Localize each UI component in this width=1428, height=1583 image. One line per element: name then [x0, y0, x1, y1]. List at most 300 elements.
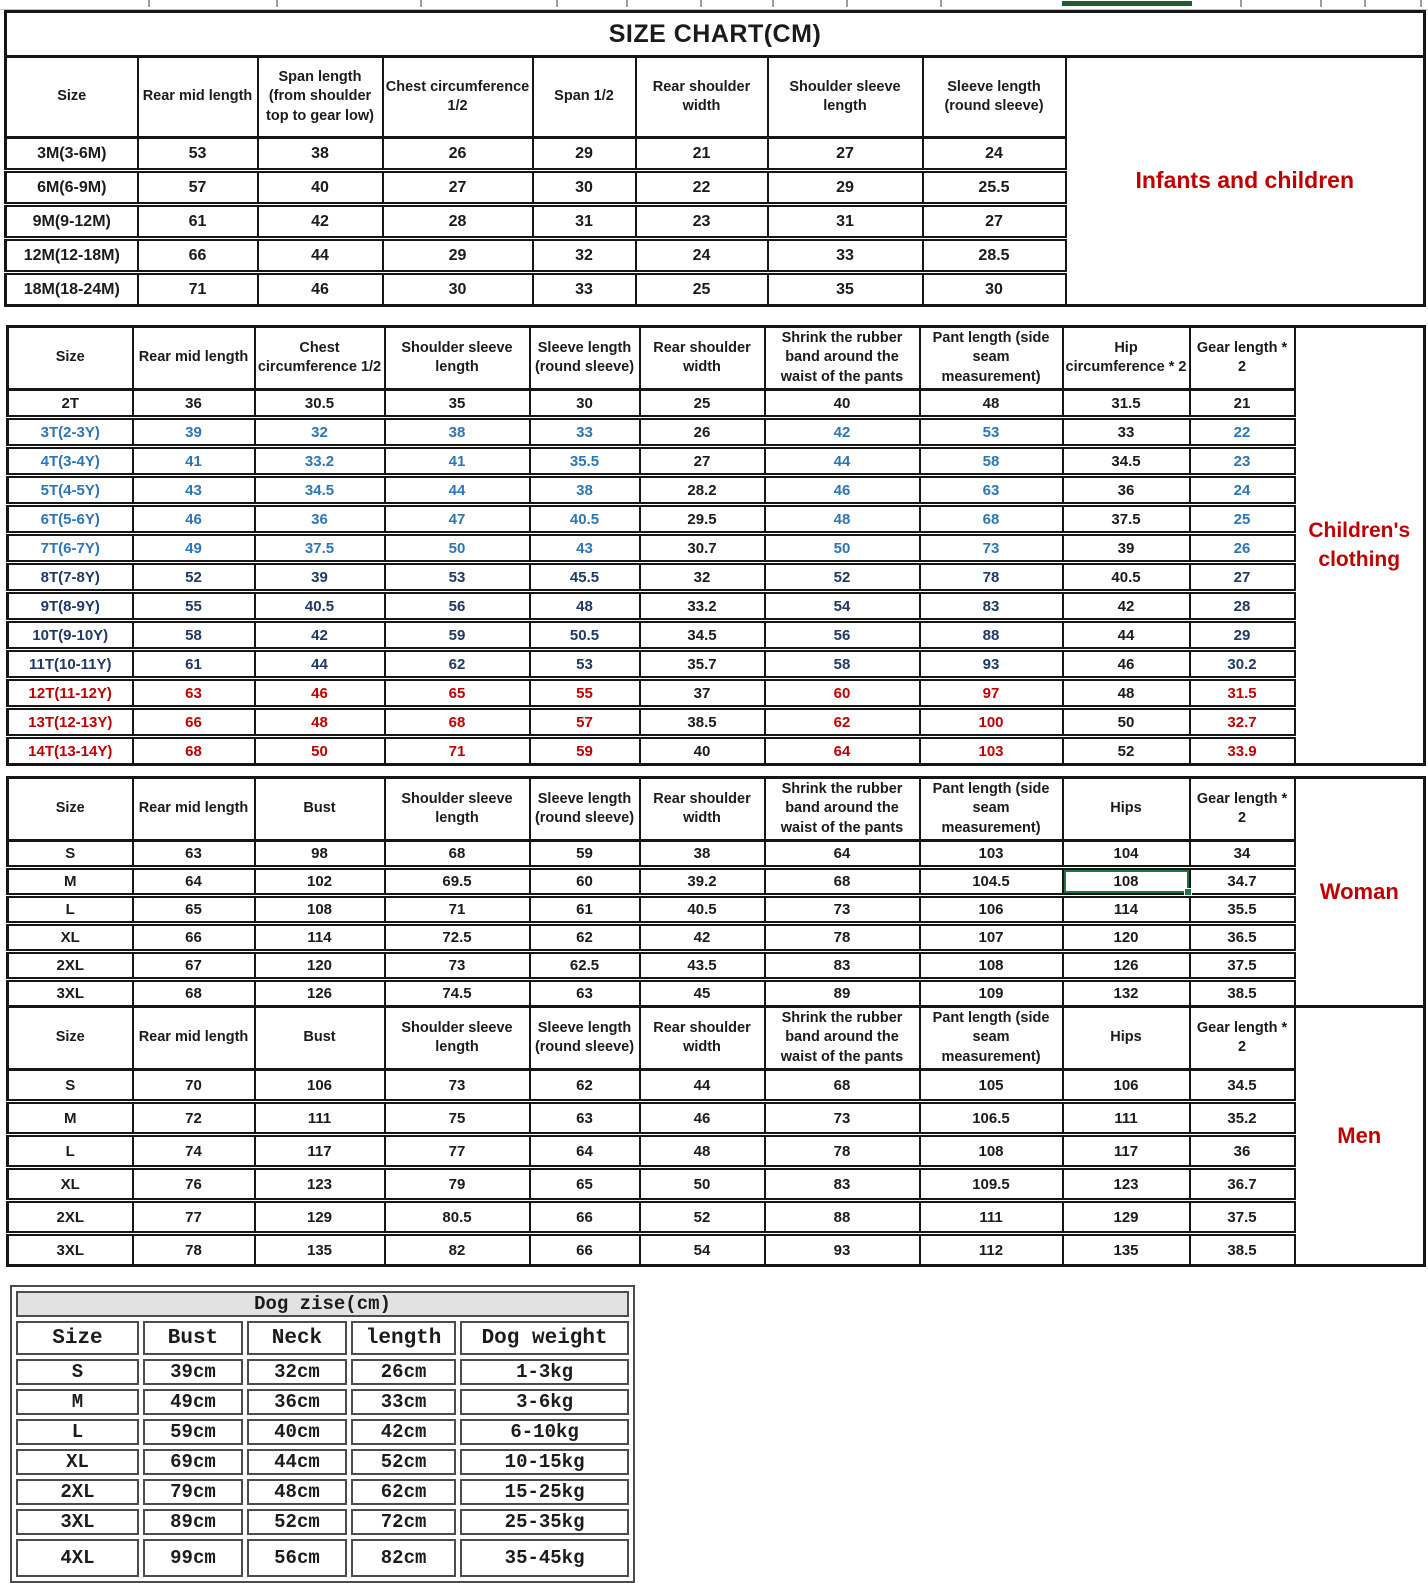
value-cell: 117	[1063, 1135, 1190, 1168]
column-header: Size	[8, 327, 133, 390]
value-cell: 59	[530, 841, 640, 868]
value-cell: 71	[385, 737, 530, 765]
column-header: Size	[6, 57, 138, 138]
value-cell: 61	[138, 205, 258, 239]
value-cell: 107	[920, 924, 1063, 952]
column-header: Sleeve length (round sleeve)	[923, 57, 1066, 138]
value-cell: 72.5	[385, 924, 530, 952]
table-header-row	[16, 1321, 629, 1355]
column-header: Chest circumference 1/2	[255, 327, 385, 390]
value-cell: 52cm	[351, 1449, 456, 1475]
table-row	[8, 534, 1425, 563]
value-cell: 114	[255, 924, 385, 952]
value-cell: 80.5	[385, 1201, 530, 1234]
column-header: Shrink the rubber band around the waist of the pants	[765, 778, 920, 841]
size-cell: 9T(8-9Y)	[8, 592, 133, 621]
value-cell: 37.5	[1190, 952, 1295, 980]
table-row	[8, 896, 1425, 924]
column-header: Chest circumference 1/2	[383, 57, 533, 138]
gridline-tick	[846, 0, 848, 7]
column-header: Rear mid length	[133, 778, 255, 841]
table-row	[8, 737, 1425, 765]
column-header: Hip circumference * 2	[1063, 327, 1190, 390]
value-cell: 22	[1190, 418, 1295, 447]
table-header-row	[8, 327, 1425, 390]
column-header: Rear shoulder width	[640, 327, 765, 390]
value-cell: 46	[255, 679, 385, 708]
table-row	[8, 1135, 1425, 1168]
column-header: Shoulder sleeve length	[385, 1007, 530, 1070]
value-cell: 62	[385, 650, 530, 679]
value-cell: 38	[530, 476, 640, 505]
value-cell: 34.5	[1190, 1070, 1295, 1102]
value-cell: 59cm	[143, 1419, 243, 1445]
infants-size-table	[4, 10, 1426, 307]
table-title-row	[6, 12, 1425, 57]
column-header: length	[351, 1321, 456, 1355]
table-row	[8, 390, 1425, 418]
value-cell: 97	[920, 679, 1063, 708]
value-cell: 26cm	[351, 1359, 456, 1385]
value-cell: 83	[765, 952, 920, 980]
value-cell: 24	[636, 239, 768, 273]
value-cell: 30.7	[640, 534, 765, 563]
value-cell: 44	[1063, 621, 1190, 650]
value-cell: 33.2	[255, 447, 385, 476]
selection-remnant-green-bar	[1062, 1, 1192, 6]
value-cell: 40	[765, 390, 920, 418]
value-cell: 71	[138, 273, 258, 306]
value-cell: 63	[133, 679, 255, 708]
value-cell: 42	[258, 205, 383, 239]
value-cell: 73	[765, 896, 920, 924]
table-row	[16, 1539, 629, 1577]
value-cell: 64	[530, 1135, 640, 1168]
group-label-woman: Woman	[1295, 778, 1425, 1007]
value-cell: 31.5	[1063, 390, 1190, 418]
value-cell: 50	[385, 534, 530, 563]
size-cell: 11T(10-11Y)	[8, 650, 133, 679]
value-cell: 32	[255, 418, 385, 447]
column-header: Bust	[255, 778, 385, 841]
value-cell: 65	[133, 896, 255, 924]
column-header: Gear length * 2	[1190, 1007, 1295, 1070]
column-header: Rear shoulder width	[636, 57, 768, 138]
gridline-tick	[940, 0, 942, 7]
value-cell: 40	[258, 171, 383, 205]
value-cell: 24	[1190, 476, 1295, 505]
value-cell: 50.5	[530, 621, 640, 650]
value-cell: 33.2	[640, 592, 765, 621]
value-cell: 135	[1063, 1234, 1190, 1266]
value-cell: 42	[1063, 592, 1190, 621]
column-header: Hips	[1063, 778, 1190, 841]
gridline-tick	[1320, 0, 1322, 7]
value-cell: 43.5	[640, 952, 765, 980]
value-cell: 62	[530, 924, 640, 952]
value-cell: 23	[636, 205, 768, 239]
value-cell: 32	[533, 239, 636, 273]
gridline-tick	[148, 0, 150, 7]
value-cell: 28	[1190, 592, 1295, 621]
table-header-row	[8, 1007, 1425, 1070]
value-cell: 57	[138, 171, 258, 205]
value-cell: 135	[255, 1234, 385, 1266]
column-header: Size	[8, 778, 133, 841]
value-cell: 44	[385, 476, 530, 505]
column-header: Size	[8, 1007, 133, 1070]
value-cell: 45	[640, 980, 765, 1007]
value-cell: 48	[640, 1135, 765, 1168]
value-cell: 38.5	[1190, 1234, 1295, 1266]
value-cell: 43	[133, 476, 255, 505]
value-cell: 28.2	[640, 476, 765, 505]
value-cell: 30	[530, 390, 640, 418]
table-title-row	[16, 1291, 629, 1317]
value-cell: 123	[1063, 1168, 1190, 1201]
value-cell: 23	[1190, 447, 1295, 476]
table-row	[8, 447, 1425, 476]
value-cell: 27	[640, 447, 765, 476]
table-row	[16, 1509, 629, 1535]
value-cell: 15-25kg	[460, 1479, 629, 1505]
value-cell: 38.5	[640, 708, 765, 737]
value-cell: 29	[768, 171, 923, 205]
value-cell: 129	[255, 1201, 385, 1234]
value-cell: 82	[385, 1234, 530, 1266]
value-cell: 108	[920, 1135, 1063, 1168]
value-cell: 48	[765, 505, 920, 534]
size-cell: 4XL	[16, 1539, 139, 1577]
value-cell: 68	[920, 505, 1063, 534]
value-cell: 35.7	[640, 650, 765, 679]
value-cell: 61	[133, 650, 255, 679]
value-cell: 77	[133, 1201, 255, 1234]
value-cell: 70	[133, 1070, 255, 1102]
value-cell: 44	[765, 447, 920, 476]
value-cell: 106	[920, 896, 1063, 924]
value-cell: 32	[640, 563, 765, 592]
value-cell: 42	[255, 621, 385, 650]
value-cell: 3-6kg	[460, 1389, 629, 1415]
table-row	[8, 924, 1425, 952]
column-header: Pant length (side seam measurement)	[920, 327, 1063, 390]
value-cell: 108	[920, 952, 1063, 980]
table-row	[8, 708, 1425, 737]
value-cell: 29.5	[640, 505, 765, 534]
value-cell: 68	[385, 841, 530, 868]
table-row	[8, 476, 1425, 505]
value-cell: 109	[920, 980, 1063, 1007]
gridline-tick	[556, 0, 558, 7]
size-cell: S	[8, 841, 133, 868]
value-cell: 105	[920, 1070, 1063, 1102]
value-cell: 46	[133, 505, 255, 534]
value-cell: 54	[765, 592, 920, 621]
column-header: Rear mid length	[138, 57, 258, 138]
value-cell: 39cm	[143, 1359, 243, 1385]
value-cell: 53	[385, 563, 530, 592]
value-cell: 22	[636, 171, 768, 205]
table-row	[8, 563, 1425, 592]
value-cell: 46	[765, 476, 920, 505]
value-cell: 77	[385, 1135, 530, 1168]
value-cell: 39	[1063, 534, 1190, 563]
value-cell: 53	[920, 418, 1063, 447]
value-cell: 68	[133, 737, 255, 765]
value-cell: 79	[385, 1168, 530, 1201]
value-cell: 104.5	[920, 868, 1063, 896]
value-cell: 30	[533, 171, 636, 205]
value-cell: 44cm	[247, 1449, 347, 1475]
column-header: Shoulder sleeve length	[768, 57, 923, 138]
value-cell: 30	[383, 273, 533, 306]
value-cell: 78	[765, 924, 920, 952]
value-cell: 93	[765, 1234, 920, 1266]
value-cell: 106	[255, 1070, 385, 1102]
value-cell: 126	[255, 980, 385, 1007]
size-cell: 5T(4-5Y)	[8, 476, 133, 505]
value-cell: 28	[383, 205, 533, 239]
size-cell: 18M(18-24M)	[6, 273, 138, 306]
value-cell: 29	[1190, 621, 1295, 650]
value-cell: 36cm	[247, 1389, 347, 1415]
value-cell: 25	[636, 273, 768, 306]
table-row	[8, 868, 1425, 896]
value-cell: 36	[133, 390, 255, 418]
value-cell: 40.5	[530, 505, 640, 534]
value-cell: 58	[765, 650, 920, 679]
table-row	[16, 1359, 629, 1385]
value-cell: 64	[765, 841, 920, 868]
value-cell: 75	[385, 1102, 530, 1135]
value-cell: 47	[385, 505, 530, 534]
value-cell: 98	[255, 841, 385, 868]
adult-size-table	[6, 776, 1426, 1267]
gridline-tick	[420, 0, 422, 7]
value-cell: 52	[640, 1201, 765, 1234]
value-cell: 102	[255, 868, 385, 896]
value-cell: 76	[133, 1168, 255, 1201]
size-cell: S	[8, 1070, 133, 1102]
column-header: Pant length (side seam measurement)	[920, 1007, 1063, 1070]
value-cell: 46	[1063, 650, 1190, 679]
table-row	[8, 418, 1425, 447]
value-cell: 71	[385, 896, 530, 924]
size-cell: M	[16, 1389, 139, 1415]
value-cell: 42	[765, 418, 920, 447]
value-cell: 62.5	[530, 952, 640, 980]
column-header: Bust	[143, 1321, 243, 1355]
value-cell: 21	[636, 138, 768, 171]
value-cell: 103	[920, 737, 1063, 765]
group-label-men: Men	[1295, 1007, 1425, 1266]
value-cell: 48	[530, 592, 640, 621]
column-header: Sleeve length (round sleeve)	[530, 1007, 640, 1070]
value-cell: 40.5	[255, 592, 385, 621]
value-cell: 37.5	[255, 534, 385, 563]
table-row	[16, 1479, 629, 1505]
table-row	[8, 1102, 1425, 1135]
value-cell: 49	[133, 534, 255, 563]
table-row	[8, 841, 1425, 868]
size-cell: L	[8, 1135, 133, 1168]
value-cell: 132	[1063, 980, 1190, 1007]
value-cell: 111	[1063, 1102, 1190, 1135]
value-cell: 52	[133, 563, 255, 592]
value-cell: 54	[640, 1234, 765, 1266]
value-cell: 66	[138, 239, 258, 273]
column-header: Shoulder sleeve length	[385, 327, 530, 390]
value-cell: 25	[1190, 505, 1295, 534]
value-cell: 63	[920, 476, 1063, 505]
value-cell: 59	[530, 737, 640, 765]
table-row	[8, 980, 1425, 1007]
value-cell: 34.5	[1063, 447, 1190, 476]
column-header: Neck	[247, 1321, 347, 1355]
value-cell: 10-15kg	[460, 1449, 629, 1475]
value-cell: 35.5	[530, 447, 640, 476]
value-cell: 62	[765, 708, 920, 737]
value-cell: 73	[765, 1102, 920, 1135]
value-cell: 1-3kg	[460, 1359, 629, 1385]
size-cell: 12T(11-12Y)	[8, 679, 133, 708]
value-cell: 26	[1190, 534, 1295, 563]
table-row	[8, 1168, 1425, 1201]
value-cell: 82cm	[351, 1539, 456, 1577]
value-cell: 106	[1063, 1070, 1190, 1102]
value-cell: 66	[133, 708, 255, 737]
table-row	[16, 1419, 629, 1445]
value-cell: 56	[765, 621, 920, 650]
column-header: Shoulder sleeve length	[385, 778, 530, 841]
size-cell: 4T(3-4Y)	[8, 447, 133, 476]
size-cell: XL	[8, 1168, 133, 1201]
value-cell: 66	[530, 1201, 640, 1234]
value-cell: 38	[640, 841, 765, 868]
gridline-tick	[626, 0, 628, 7]
size-cell: M	[8, 868, 133, 896]
value-cell: 112	[920, 1234, 1063, 1266]
value-cell: 111	[255, 1102, 385, 1135]
value-cell: 46	[640, 1102, 765, 1135]
value-cell: 88	[765, 1201, 920, 1234]
value-cell: 60	[530, 868, 640, 896]
value-cell: 30.5	[255, 390, 385, 418]
value-cell: 50	[1063, 708, 1190, 737]
value-cell: 65	[530, 1168, 640, 1201]
value-cell: 36	[1190, 1135, 1295, 1168]
value-cell: 69cm	[143, 1449, 243, 1475]
value-cell: 53	[138, 138, 258, 171]
value-cell: 68	[385, 708, 530, 737]
size-cell: 9M(9-12M)	[6, 205, 138, 239]
size-cell: XL	[16, 1449, 139, 1475]
value-cell: 64	[765, 737, 920, 765]
value-cell: 34	[1190, 841, 1295, 868]
spreadsheet-top-strip	[0, 0, 1428, 10]
value-cell: 50	[640, 1168, 765, 1201]
value-cell: 40.5	[640, 896, 765, 924]
value-cell: 66	[133, 924, 255, 952]
value-cell: 27	[923, 205, 1066, 239]
column-header: Gear length * 2	[1190, 327, 1295, 390]
value-cell: 55	[133, 592, 255, 621]
column-header: Shrink the rubber band around the waist of the pants	[765, 1007, 920, 1070]
value-cell: 44	[255, 650, 385, 679]
value-cell: 53	[530, 650, 640, 679]
value-cell: 68	[133, 980, 255, 1007]
column-header: Span 1/2	[533, 57, 636, 138]
column-header: Sleeve length (round sleeve)	[530, 327, 640, 390]
value-cell: 31.5	[1190, 679, 1295, 708]
table-row	[8, 505, 1425, 534]
value-cell: 40cm	[247, 1419, 347, 1445]
value-cell: 83	[920, 592, 1063, 621]
value-cell: 100	[920, 708, 1063, 737]
size-cell: M	[8, 1102, 133, 1135]
value-cell: 73	[385, 1070, 530, 1102]
value-cell: 35.2	[1190, 1102, 1295, 1135]
value-cell: 78	[133, 1234, 255, 1266]
size-cell: 8T(7-8Y)	[8, 563, 133, 592]
value-cell: 21	[1190, 390, 1295, 418]
value-cell: 34.7	[1190, 868, 1295, 896]
value-cell: 88	[920, 621, 1063, 650]
value-cell: 34.5	[255, 476, 385, 505]
column-header: Rear mid length	[133, 327, 255, 390]
column-header: Rear shoulder width	[640, 778, 765, 841]
column-header: Size	[16, 1321, 139, 1355]
column-header: Bust	[255, 1007, 385, 1070]
value-cell: 30.2	[1190, 650, 1295, 679]
value-cell: 78	[920, 563, 1063, 592]
size-cell: 3XL	[8, 980, 133, 1007]
value-cell: 72	[133, 1102, 255, 1135]
column-header: Shrink the rubber band around the waist of the pants	[765, 327, 920, 390]
table-header-row	[8, 778, 1425, 841]
value-cell: 126	[1063, 952, 1190, 980]
value-cell: 72cm	[351, 1509, 456, 1535]
table-header-row	[6, 57, 1425, 138]
value-cell: 120	[255, 952, 385, 980]
table-row	[8, 679, 1425, 708]
value-cell: 33	[1063, 418, 1190, 447]
value-cell: 56cm	[247, 1539, 347, 1577]
gridline-tick	[1420, 0, 1422, 7]
size-cell: L	[16, 1419, 139, 1445]
value-cell: 40.5	[1063, 563, 1190, 592]
value-cell: 33	[533, 273, 636, 306]
value-cell: 62cm	[351, 1479, 456, 1505]
value-cell: 52	[1063, 737, 1190, 765]
size-cell: 2T	[8, 390, 133, 418]
value-cell: 42	[640, 924, 765, 952]
value-cell: 129	[1063, 1201, 1190, 1234]
value-cell: 89	[765, 980, 920, 1007]
value-cell: 31	[533, 205, 636, 239]
value-cell: 83	[765, 1168, 920, 1201]
column-header: Rear mid length	[133, 1007, 255, 1070]
value-cell: 59	[385, 621, 530, 650]
value-cell: 46	[258, 273, 383, 306]
value-cell: 63	[530, 980, 640, 1007]
value-cell: 38.5	[1190, 980, 1295, 1007]
value-cell: 56	[385, 592, 530, 621]
value-cell: 38	[385, 418, 530, 447]
value-cell: 48	[920, 390, 1063, 418]
value-cell: 120	[1063, 924, 1190, 952]
